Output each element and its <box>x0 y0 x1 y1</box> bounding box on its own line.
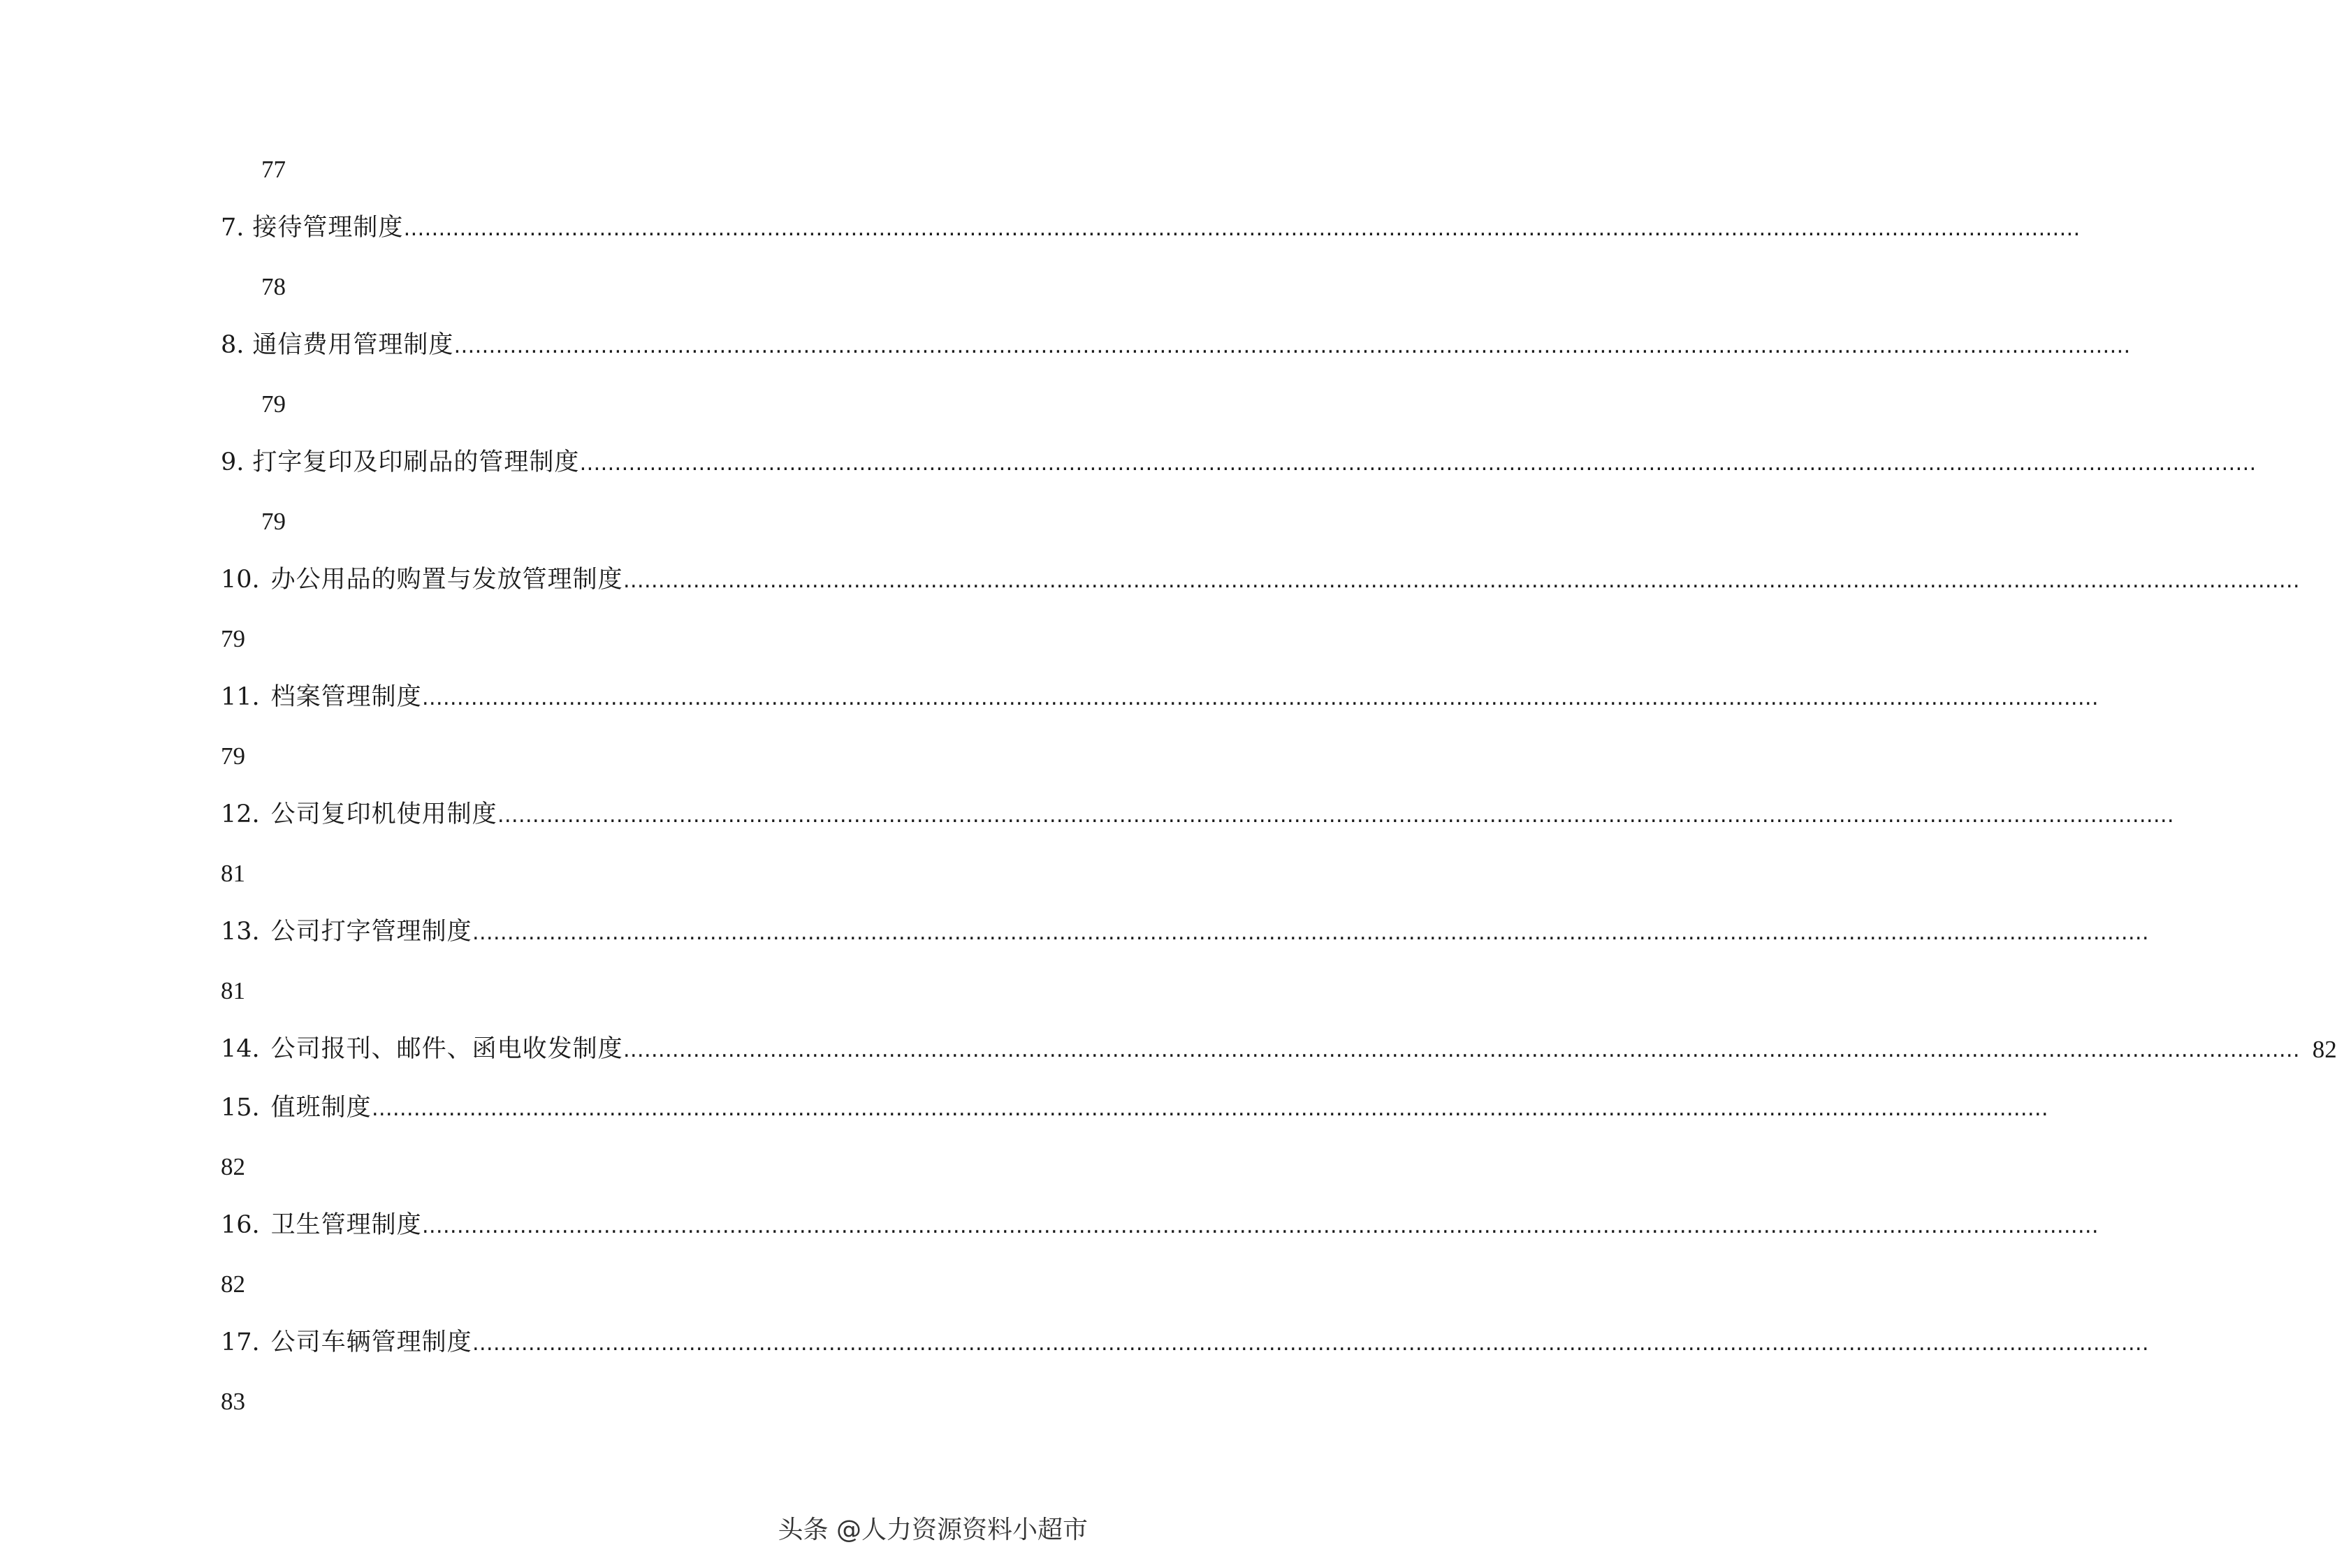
toc-entry-title: 值班制度 <box>270 1093 372 1122</box>
toc-dot-leader: …………………………………………………………………………………………………………………………………………………………………………………………………………………… <box>421 1214 2099 1238</box>
toc-dot-leader: …………………………………………………………………………………………………………………………………………………………………………………………………………………… <box>472 921 2149 945</box>
toc-entry-number: 11. <box>221 682 260 711</box>
toc-page-number: 79 <box>261 507 286 535</box>
toc-entry-number: 12. <box>221 800 260 828</box>
toc-entry <box>221 1196 2099 1254</box>
toc-dot-leader: …………………………………………………………………………………………………………………………………………………………………………………………………………………… <box>371 1097 2048 1121</box>
toc-entry-title: 公司车辆管理制度 <box>270 1328 472 1356</box>
toc-entry-title: 公司复印机使用制度 <box>270 800 497 828</box>
toc-entry-number: 16. <box>221 1210 260 1239</box>
toc-dot-leader: …………………………………………………………………………………………………………………………………………………………………………………………………………………… <box>623 569 2300 593</box>
toc-entry-title: 打字复印及印刷品的管理制度 <box>252 448 580 476</box>
toc-dot-leader: …………………………………………………………………………………………………………………………………………………………………………………………………………………… <box>421 686 2099 710</box>
toc-entry-title: 接待管理制度 <box>252 213 404 242</box>
toc-page-number: 82 <box>2312 1035 2337 1063</box>
toc-entry-title: 档案管理制度 <box>270 682 422 711</box>
toc-entry-title: 办公用品的购置与发放管理制度 <box>270 565 623 594</box>
toc-dot-leader: …………………………………………………………………………………………………………………………………………………………………………………………………………………… <box>579 451 2257 476</box>
toc-page-number: 81 <box>221 976 245 1004</box>
toc-dot-leader: …………………………………………………………………………………………………………………………………………………………………………………………………………………… <box>497 803 2174 828</box>
toc-entry <box>221 1078 2048 1137</box>
toc-entry <box>221 198 2081 257</box>
toc-entry-title: 卫生管理制度 <box>270 1210 422 1239</box>
toc-entry-number: 10. <box>221 565 260 594</box>
toc-page-number: 81 <box>221 859 245 887</box>
toc-dot-leader: …………………………………………………………………………………………………………………………………………………………………………………………………………………… <box>453 334 2131 358</box>
toc-page-number: 79 <box>221 624 245 652</box>
toc-entry-number: 8. <box>221 330 245 359</box>
toc-entry-number: 7. <box>221 213 245 242</box>
watermark: 头条 @人力资源资料小超市 <box>778 1516 1088 1544</box>
toc-page-number: 82 <box>221 1152 245 1180</box>
toc-entry-title: 通信费用管理制度 <box>252 330 454 359</box>
toc-entry <box>221 550 2300 609</box>
toc-page-number: 79 <box>221 742 245 770</box>
toc-entry-title: 公司报刊、邮件、函电收发制度 <box>270 1034 623 1063</box>
toc-page-number: 83 <box>221 1387 245 1415</box>
toc-page-number: 78 <box>261 272 286 300</box>
toc-entry-title: 公司打字管理制度 <box>270 917 472 946</box>
toc-entry <box>221 668 2099 726</box>
toc-entry <box>221 1313 2149 1372</box>
toc-entry-number: 15. <box>221 1093 260 1122</box>
toc-entry <box>221 316 2131 374</box>
table-of-contents <box>221 140 2337 1430</box>
toc-dot-leader: …………………………………………………………………………………………………………………………………………………………………………………………………………………… <box>472 1331 2149 1356</box>
toc-dot-leader: …………………………………………………………………………………………………………………………………………………………………………………………………………………… <box>403 217 2081 241</box>
toc-entry <box>221 785 2174 844</box>
toc-entry <box>221 433 2257 492</box>
toc-page-number: 79 <box>261 390 286 418</box>
toc-entry-number: 13. <box>221 917 260 946</box>
toc-entry-number: 17. <box>221 1328 260 1356</box>
toc-entry <box>221 902 2149 961</box>
toc-entry-number: 14. <box>221 1034 260 1063</box>
toc-dot-leader: …………………………………………………………………………………………………………………………………………………………………………………………………………………… <box>623 1038 2300 1062</box>
toc-entry <box>221 1020 2337 1078</box>
toc-entry-number: 9. <box>221 448 245 476</box>
toc-page-number: 82 <box>221 1270 245 1298</box>
toc-page-number: 77 <box>261 155 286 183</box>
